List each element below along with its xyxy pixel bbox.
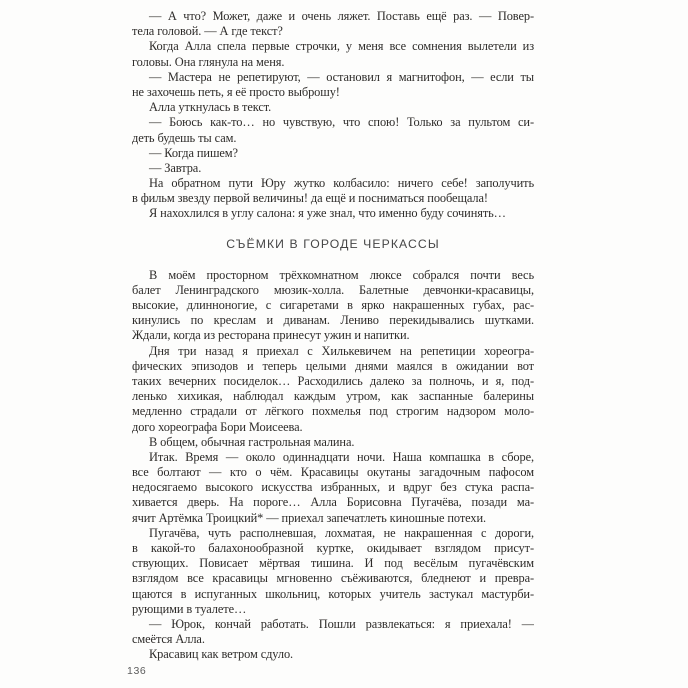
text-line: таких вечерних посиделок… Расходились далеко за полночь, и я, под- (132, 373, 534, 388)
text-line: взглядом все красавицы мгновенно съёживаются, бледнеют и превра- (132, 571, 534, 586)
paragraph (132, 115, 534, 145)
text-line: не захочешь петь, я её просто выброшу! (132, 84, 340, 99)
text-line: тела головой. — А где текст? (132, 24, 283, 39)
text-line: головы. Она глянула на меня. (132, 54, 285, 69)
paragraph (132, 617, 534, 647)
text-line: рующими в туалете… (132, 601, 247, 616)
text-line: — А что? Может, даже и очень ляжет. Поставь ещё раз. — Повер- (149, 9, 534, 23)
text-line: ствующих. Повисает мёртвая тишина. И под весёлым пугачёвским (132, 556, 534, 571)
text-line: Я нахохлился в углу салона: я уже знал, что именно буду сочинять… (149, 206, 506, 221)
paragraph (132, 9, 534, 39)
text-line: Дня три назад я приехал с Хилькевичем на репетиции хореогра- (149, 343, 534, 358)
text-line: — Когда пишем? (149, 145, 238, 160)
text-line: щаются в испуганных школьниц, которых учитель застукал мастурби- (132, 586, 534, 601)
text-line: все болтают — кто о чём. Красавицы окутаны загадочным пафосом (132, 465, 534, 480)
paragraph (132, 450, 534, 526)
text-line: На обратном пути Юру жутко колбасило: ничего себе! заполучить (149, 176, 534, 191)
text-column (132, 9, 534, 663)
paragraph (132, 39, 534, 69)
paragraph (132, 146, 534, 161)
text-line: В моём просторном трёхкомнатном люксе собрался почти весь (149, 267, 534, 282)
text-line: деть будешь ты сам. (132, 130, 237, 145)
body-text-after-heading (132, 268, 534, 663)
text-line: высокие, длинноногие, с сигаретами в ярко накрашенных губах, рас- (132, 298, 534, 312)
text-line: ленько хихикая, наблюдал каждым утром, как заспанные балерины (132, 389, 534, 404)
paragraph (132, 161, 534, 176)
chapter-heading: СЪЁМКИ В ГОРОДЕ ЧЕРКАССЫ (226, 236, 440, 251)
text-line: Красавиц как ветром сдуло. (149, 647, 294, 662)
text-line: дого хореографа Бори Моисеева. (132, 419, 303, 434)
text-line: Пугачёва, чуть располневшая, лохматая, не накрашенная с дороги, (149, 525, 534, 540)
text-line: Алла уткнулась в текст. (149, 100, 272, 115)
page-number: 136 (127, 665, 147, 677)
text-line: Итак. Время — около одиннадцати ночи. Наша компашка в сборе, (149, 449, 534, 464)
paragraph (132, 647, 534, 662)
text-line: кинулись по креслам и диванам. Лениво перекидывались шутками. (132, 313, 534, 328)
text-line: ячит Артёмка Троицкий* — приехал запечатлеть киношные потехи. (132, 510, 486, 525)
text-line: фических эпизодов и теперь целыми днями маялся в ожидании вот (132, 358, 534, 373)
text-line: хивается дверь. На пороге… Алла Борисовна Пугачёва, позади ма- (132, 495, 534, 510)
text-line: в фильм звезду первой величины! да ещё и посниматься пообещала! (132, 191, 488, 206)
paragraph (132, 268, 534, 344)
text-line: смеётся Алла. (132, 632, 205, 647)
text-line: — Юрок, кончай работать. Пошли развлекаться: я приехала! — (149, 616, 534, 631)
paragraph (132, 344, 534, 435)
text-line: Ждали, когда из ресторана принесут ужин и напитки. (132, 328, 410, 343)
text-line: — Мастера не репетируют, — остановил я магнитофон, — если ты (149, 69, 534, 84)
paragraph (132, 70, 534, 100)
body-text-before-heading (132, 9, 534, 222)
text-line: В общем, обычная гастрольная малина. (149, 434, 355, 449)
text-line: — Завтра. (149, 160, 202, 175)
paragraph (132, 435, 534, 450)
paragraph (132, 206, 534, 221)
text-line: — Боюсь как-то… но чувствую, что спою! Только за пультом си- (149, 115, 534, 130)
paragraph (132, 176, 534, 206)
paragraph (132, 100, 534, 115)
text-line: недосягаемо высокого искусства избранных, и вдруг без стука распа- (132, 480, 534, 495)
text-line: в какой-то балахонообразной куртке, окидывает взглядом присут- (132, 541, 534, 555)
text-line: Когда Алла спела первые строчки, у меня все сомнения вылетели из (149, 39, 534, 54)
text-line: балет Ленинградского мюзик-холла. Балетные девчонки-красавицы, (132, 282, 534, 297)
paragraph (132, 526, 534, 617)
text-line: медленно страдали от лёгкого похмелья под строгим надзором моло- (132, 404, 534, 419)
